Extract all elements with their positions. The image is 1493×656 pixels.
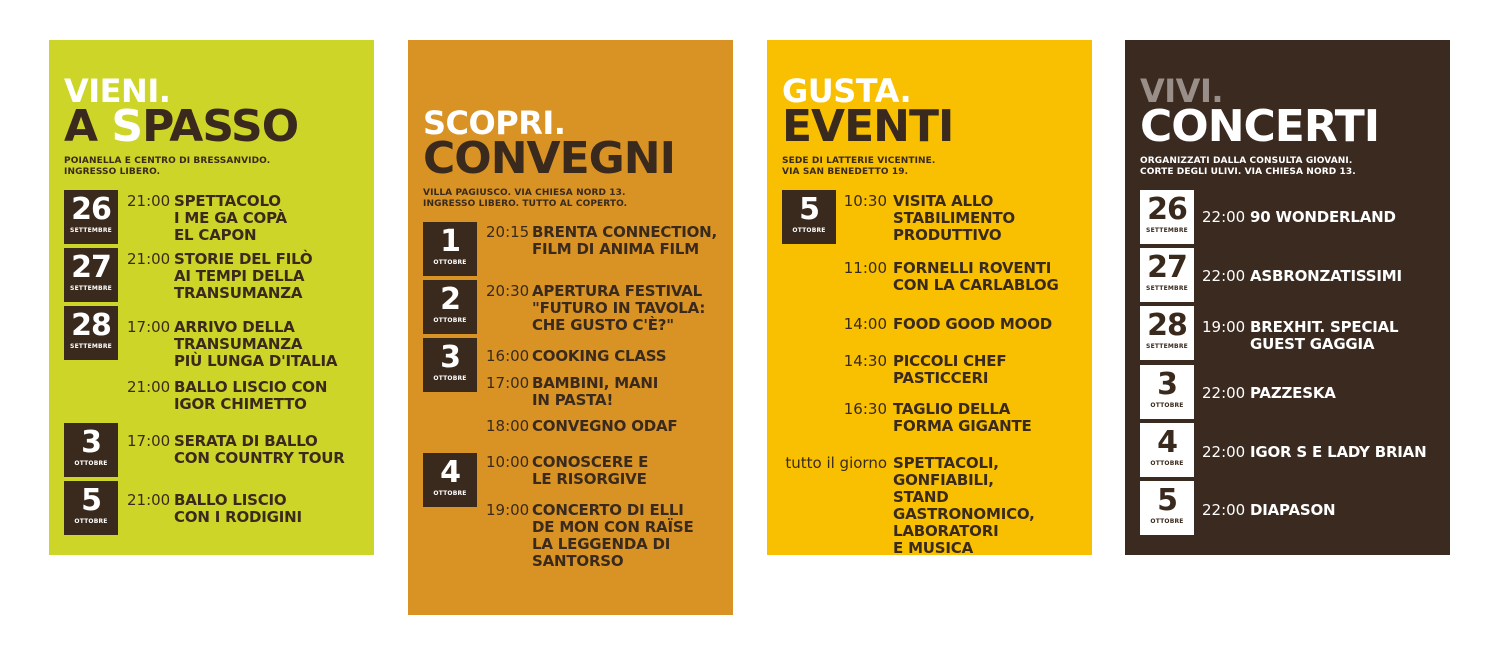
panel-heading (423, 104, 723, 210)
date-badge: 28 SETTEMBRE (64, 306, 118, 360)
heading-line-2: A SPASSO (64, 101, 299, 153)
panel-concerti: VIVI. CONCERTI ORGANIZZATI DALLA CONSULTA GIOVANI. CORTE DEGLI ULIVI. VIA CHIESA NORD 13. 26 SETTEMBRE 27 SETTEMBRE 28 SETTEMBRE 3 OTTOBRE 4 OTTOBRE 5 OTTOBRE 22:00 90 WONDERLAND 22:00 ASBRONZATISSIMI 19:00 BREXHIT. SPECIAL GUEST GAGGIA 22:00 PAZZESKA 22:00 IGOR S E LADY BRIAN 22:00 DIAPASON (1125, 40, 1450, 555)
heading-line-1: VIVI. (1140, 72, 1223, 110)
heading-line-1: GUSTA. (782, 72, 912, 110)
date-badge: 27 SETTEMBRE (64, 248, 118, 302)
panel-heading (1140, 72, 1440, 178)
date-badge: 28 SETTEMBRE (1140, 306, 1194, 360)
panel-heading (64, 72, 364, 178)
panel-eventi: GUSTA. EVENTI SEDE DI LATTERIE VICENTINE. VIA SAN BENEDETTO 19. 5 OTTOBRE 10:30 VISITA ALLO STABILIMENTO PRODUTTIVO 11:00 FORNELLI ROVENTI CON LA CARLABLOG 14:00 FOOD GOOD MOOD 14:30 PICCOLI CHEF PASTICCERI 16:30 TAGLIO DELLA FORMA GIGANTE tutto il giorno SPETTACOLI, GONFIABILI, STAND GASTRONOMICO, LABORATORI E MUSICA (767, 40, 1092, 555)
date-badge: 5 OTTOBRE (782, 190, 836, 244)
date-badge: 26 SETTEMBRE (1140, 190, 1194, 244)
panel-subtitle: SEDE DI LATTERIE VICENTINE. VIA SAN BENEDETTO 19. (782, 156, 936, 177)
panel-subtitle: ORGANIZZATI DALLA CONSULTA GIOVANI. CORTE DEGLI ULIVI. VIA CHIESA NORD 13. (1140, 156, 1356, 177)
heading-line-1: VIENI. (64, 72, 171, 110)
date-badge: 3 OTTOBRE (64, 423, 118, 477)
date-badge: 4 OTTOBRE (423, 453, 477, 507)
heading-line-2: CONVEGNI (423, 133, 675, 185)
heading-line-2: EVENTI (782, 101, 954, 153)
heading-line-1: SCOPRI. (423, 104, 566, 142)
date-badge: 5 OTTOBRE (64, 481, 118, 535)
date-badge: 26 SETTEMBRE (64, 190, 118, 244)
panel-subtitle: POIANELLA E CENTRO DI BRESSANVIDO. INGRESSO LIBERO. (64, 156, 271, 177)
date-badge: 5 OTTOBRE (1140, 481, 1194, 535)
date-badge: 1 OTTOBRE (423, 222, 477, 276)
panel-a-spasso: VIENI. A SPASSO POIANELLA E CENTRO DI BRESSANVIDO. INGRESSO LIBERO. 26 SETTEMBRE 27 SETTEMBRE 28 SETTEMBRE 3 OTTOBRE 5 OTTOBRE 21:00 SPETTACOLO I ME GA COPÀ EL CAPON 21:00 STORIE DEL FILÒ AI TEMPI DELLA TRANSUMANZA 17:00 ARRIVO DELLA TRANSUMANZA PIÙ LUNGA D'ITALIA 21:00 BALLO LISCIO CON IGOR CHIMETTO 17:00 SERATA DI BALLO CON COUNTRY TOUR 21:00 BALLO LISCIO CON I RODIGINI (49, 40, 374, 555)
panel-heading (782, 72, 1082, 178)
date-badge: 3 OTTOBRE (1140, 365, 1194, 419)
heading-line-2: CONCERTI (1140, 101, 1380, 153)
panel-subtitle: VILLA PAGIUSCO. VIA CHIESA NORD 13. INGRESSO LIBERO. TUTTO AL COPERTO. (423, 188, 628, 209)
panel-convegni: SCOPRI. CONVEGNI VILLA PAGIUSCO. VIA CHIESA NORD 13. INGRESSO LIBERO. TUTTO AL COPERTO. 1 OTTOBRE 2 OTTOBRE 3 OTTOBRE 4 OTTOBRE 20:15 BRENTA CONNECTION, FILM DI ANIMA FILM 20:30 APERTURA FESTIVAL "FUTURO IN TAVOLA: CHE GUSTO C'È?" 16:00 COOKING CLASS 17:00 BAMBINI, MANI IN PASTA! 18:00 CONVEGNO ODAF 10:00 CONOSCERE E LE RISORGIVE 19:00 CONCERTO DI ELLI DE MON CON RAÏSE LA LEGGENDA DI SANTORSO (408, 40, 733, 615)
date-badge: 27 SETTEMBRE (1140, 248, 1194, 302)
date-badge: 4 OTTOBRE (1140, 423, 1194, 477)
date-badge: 2 OTTOBRE (423, 280, 477, 334)
date-badge: 3 OTTOBRE (423, 338, 477, 392)
